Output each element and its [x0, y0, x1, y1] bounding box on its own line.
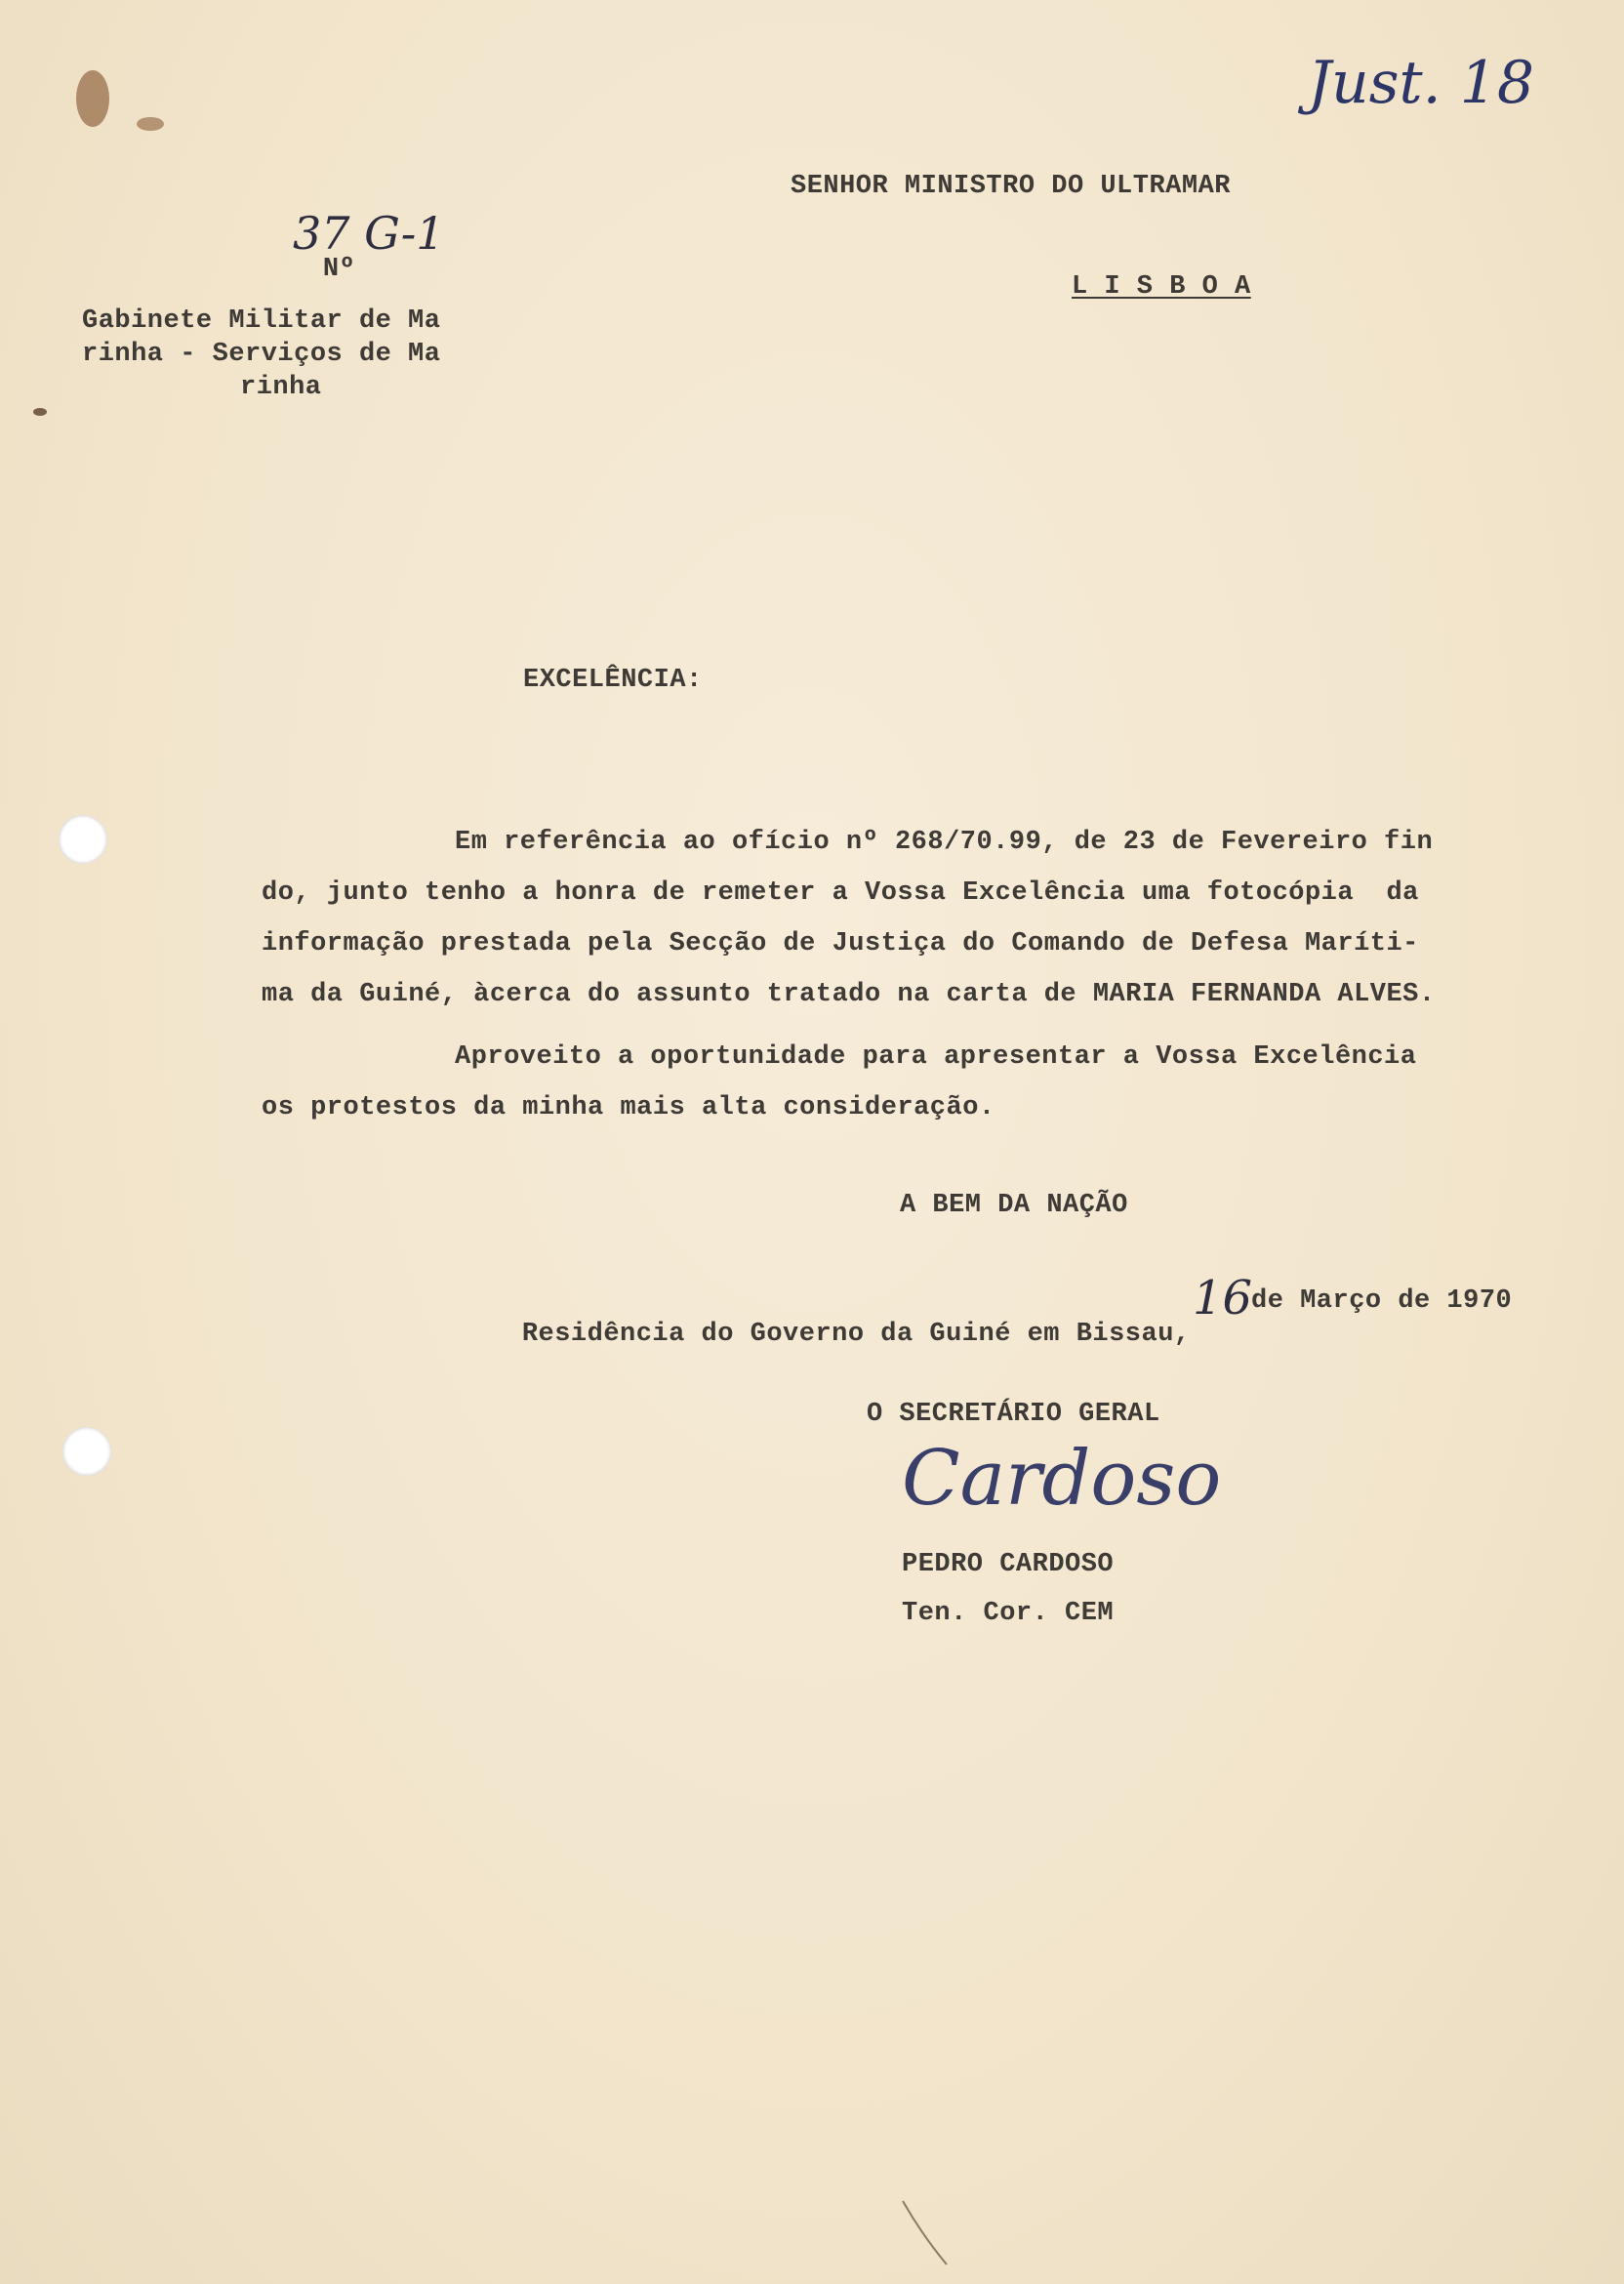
salutation: EXCELÊNCIA:	[523, 666, 703, 695]
closing-motto: A BEM DA NAÇÃO	[900, 1191, 1128, 1220]
day-handwritten: 16	[1193, 1271, 1253, 1326]
ink-mark	[33, 408, 47, 416]
signatory-rank: Ten. Cor. CEM	[902, 1599, 1115, 1628]
city: L I S B O A	[1072, 272, 1251, 302]
punch-hole-bottom	[62, 1427, 111, 1476]
body-p1-line-2: do, junto tenho a honra de remeter a Vossa Excelência uma fotocópia da	[262, 878, 1419, 908]
signatory-title: O SECRETÁRIO GERAL	[867, 1400, 1160, 1429]
body-p1-line-4: ma da Guiné, àcerca do assunto tratado na carta de MARIA FERNANDA ALVES.	[262, 980, 1436, 1009]
body-p2-line-2: os protestos da minha mais alta consideração.	[262, 1093, 995, 1122]
sender-line-3: rinha	[240, 373, 322, 402]
body-p2-line-1: Aproveito a oportunidade para apresentar a Vossa Excelência	[455, 1042, 1417, 1072]
addressee: SENHOR MINISTRO DO ULTRAMAR	[791, 172, 1231, 201]
punch-hole-top	[59, 815, 107, 864]
rust-stain-small	[137, 117, 164, 131]
handwritten-note: Just. 18	[1308, 49, 1535, 117]
ref-prefix: Nº	[322, 255, 356, 284]
body-p1-line-1: Em referência ao ofício nº 268/70.99, de 23 de Fevereiro fin	[455, 828, 1434, 857]
place-date-after: de Março de 1970	[1251, 1286, 1513, 1316]
signatory-name: PEDRO CARDOSO	[902, 1550, 1115, 1579]
sender-line-1: Gabinete Militar de Ma	[82, 306, 441, 336]
body-p1-line-3: informação prestada pela Secção de Justiça do Comando de Defesa Maríti-	[262, 929, 1419, 958]
ref-number-handwritten: 37 G-1	[293, 207, 445, 260]
signature: Cardoso	[902, 1435, 1222, 1523]
place-date	[457, 1285, 1191, 1384]
place-date-before: Residência do Governo da Guiné em Bissau,	[521, 1320, 1191, 1349]
crease-mark	[898, 2196, 956, 2274]
rust-stain	[76, 70, 109, 127]
sender-line-2: rinha - Serviços de Ma	[82, 340, 441, 369]
